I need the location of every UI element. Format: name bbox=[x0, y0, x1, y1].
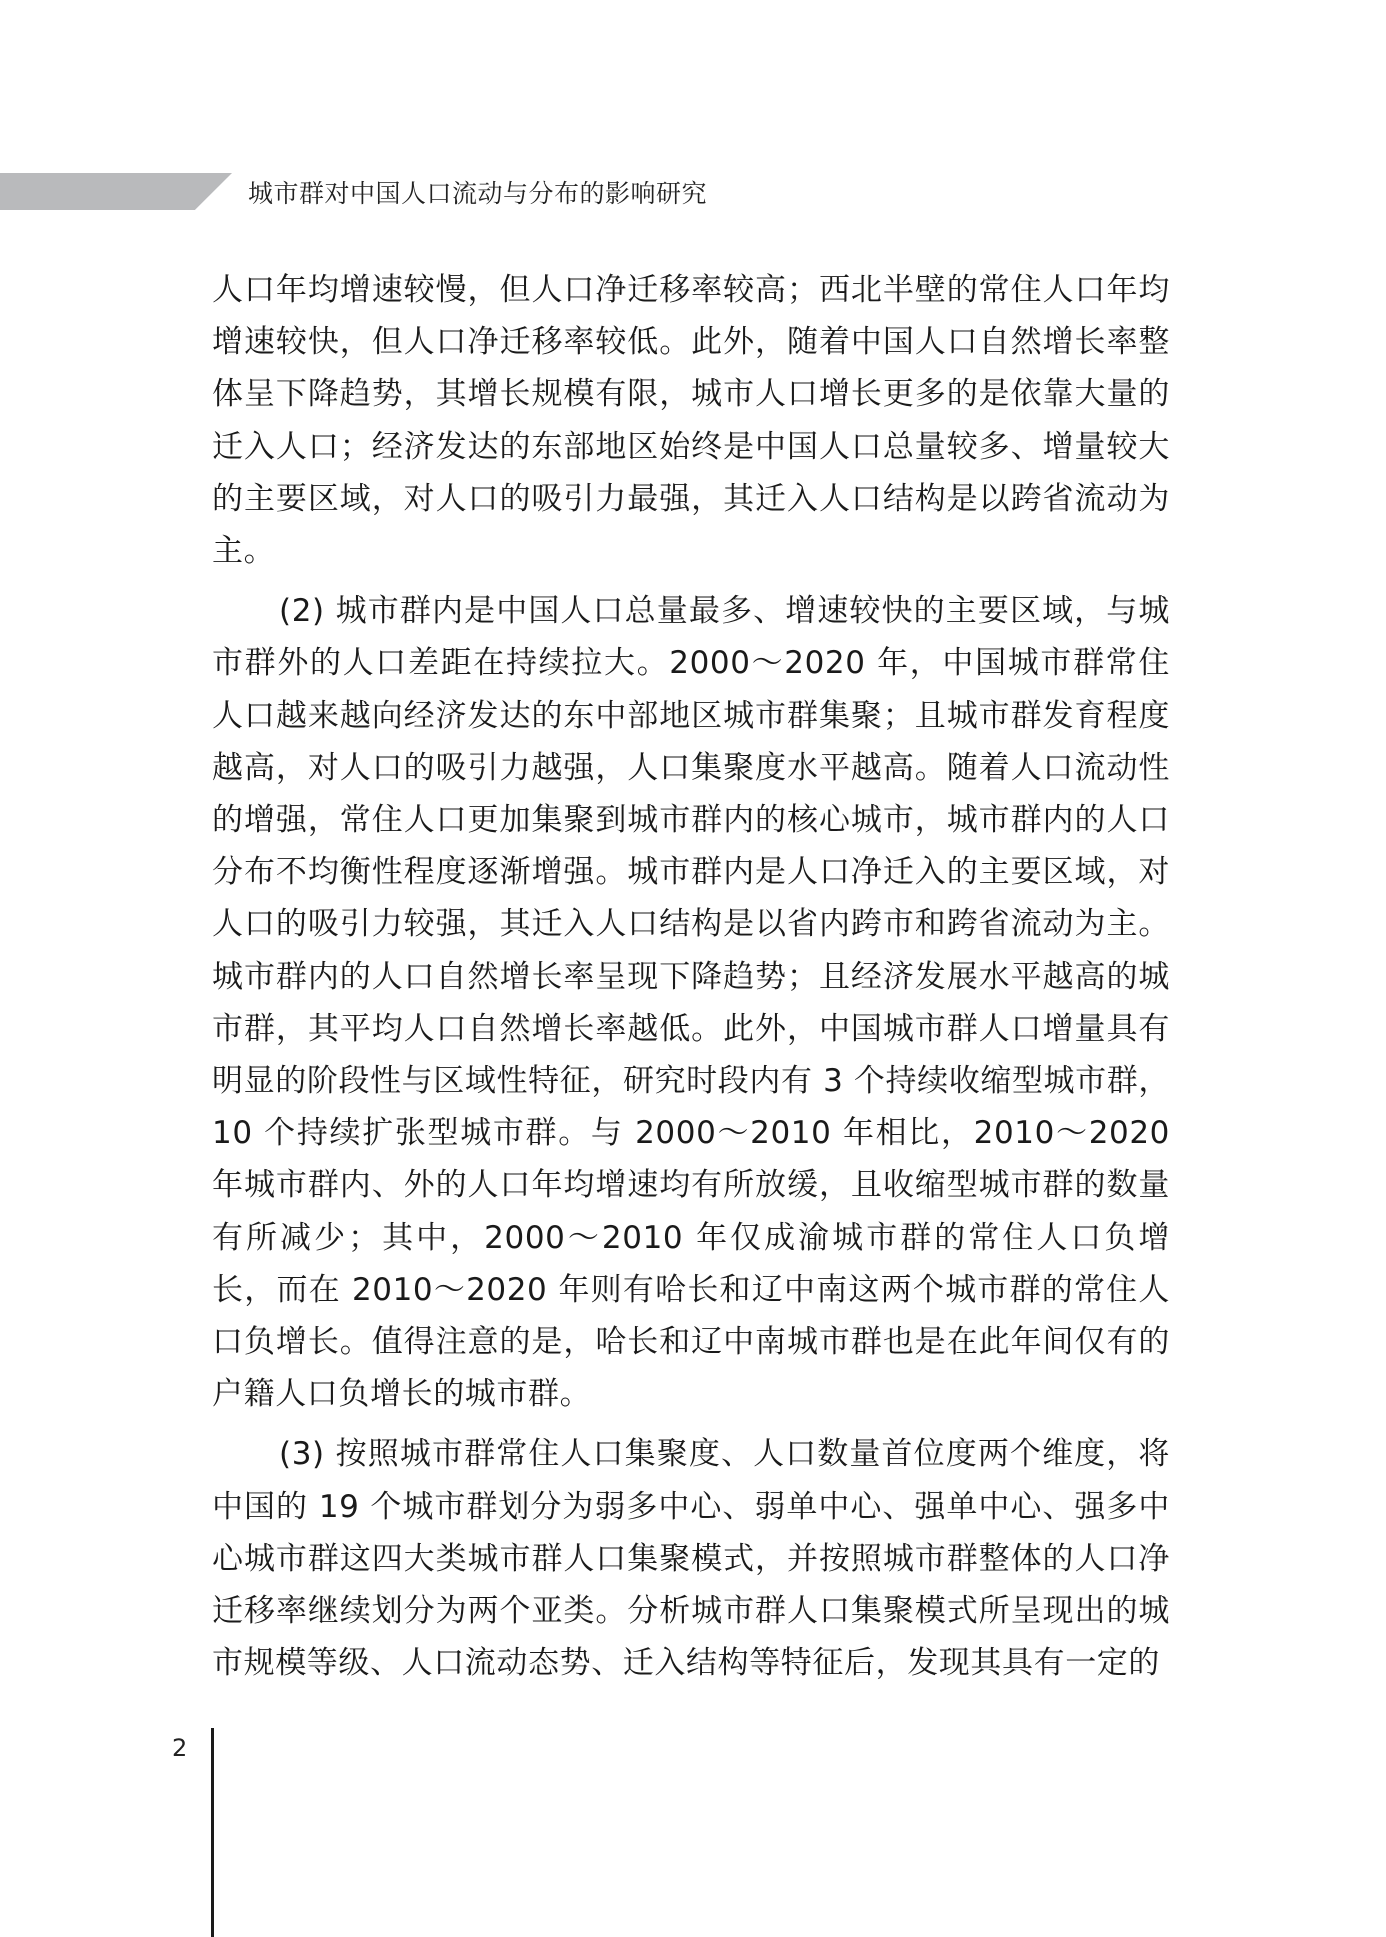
paragraph-continued: 人口年均增速较慢，但人口净迁移率较高；西北半壁的常住人口年均增速较快，但人口净迁移率较低。此外，随着中国人口自然增长率整体呈下降趋势，其增长规模有限，城市人口增长更多的是依靠大量的迁入人口；经济发达的东部地区始终是中国人口总量较多、增量较大的主要区域，对人口的吸引力最强，其迁入人口结构是以跨省流动为主。 bbox=[212, 272, 1170, 570]
running-header-title: 城市群对中国人口流动与分布的影响研究 bbox=[248, 179, 708, 208]
paragraph-2: (2) 城市群内是中国人口总量最多、增速较快的主要区域，与城市群外的人口差距在持续拉大。2000～2020 年，中国城市群常住人口越来越向经济发达的东中部地区城市群集聚；且城市群发育程度越高，对人口的吸引力越强，人口集聚度水平越高。随着人口流动性的增强，常住人口更加集聚到城市群内的核心城市，城市群内的人口分布不均衡性程度逐渐增强。城市群内是人口净迁入的主要区域，对人口的吸引力较强，其迁入人口结构是以省内跨市和跨省流动为主。城市群内的人口自然增长率呈现下降趋势；且经济发展水平越高的城市群，其平均人口自然增长率越低。此外，中国城市群人口增量具有明显的阶段性与区域性特征，研究时段内有 3 个持续收缩型城市群，10 个持续扩张型城市群。与 2000～2010 年相比，2010～2020 年城市群内、外的人口年均增速均有所放缓，且收缩型城市群的数量有所减少；其中，2000～2010 年仅成渝城市群的常住人口负增长，而在 2010～2020 年则有哈长和辽中南这两个城市群的常住人口负增长。值得注意的是，哈长和辽中南城市群也是在此年间仅有的户籍人口负增长的城市群。 bbox=[212, 593, 1170, 1413]
margin-rule bbox=[211, 1728, 214, 1937]
header-decoration-band bbox=[0, 173, 232, 210]
paragraph-3: (3) 按照城市群常住人口集聚度、人口数量首位度两个维度，将中国的 19 个城市群划分为弱多中心、弱单中心、强单中心、强多中心城市群这四大类城市群人口集聚模式，并按照城市群整体的人口净迁移率继续划分为两个亚类。分析城市群人口集聚模式所呈现出的城市规模等级、人口流动态势、迁入结构等特征后，发现其具有一定的 bbox=[212, 1436, 1170, 1682]
body-text bbox=[212, 264, 1170, 1689]
page-number: 2 bbox=[172, 1734, 188, 1762]
